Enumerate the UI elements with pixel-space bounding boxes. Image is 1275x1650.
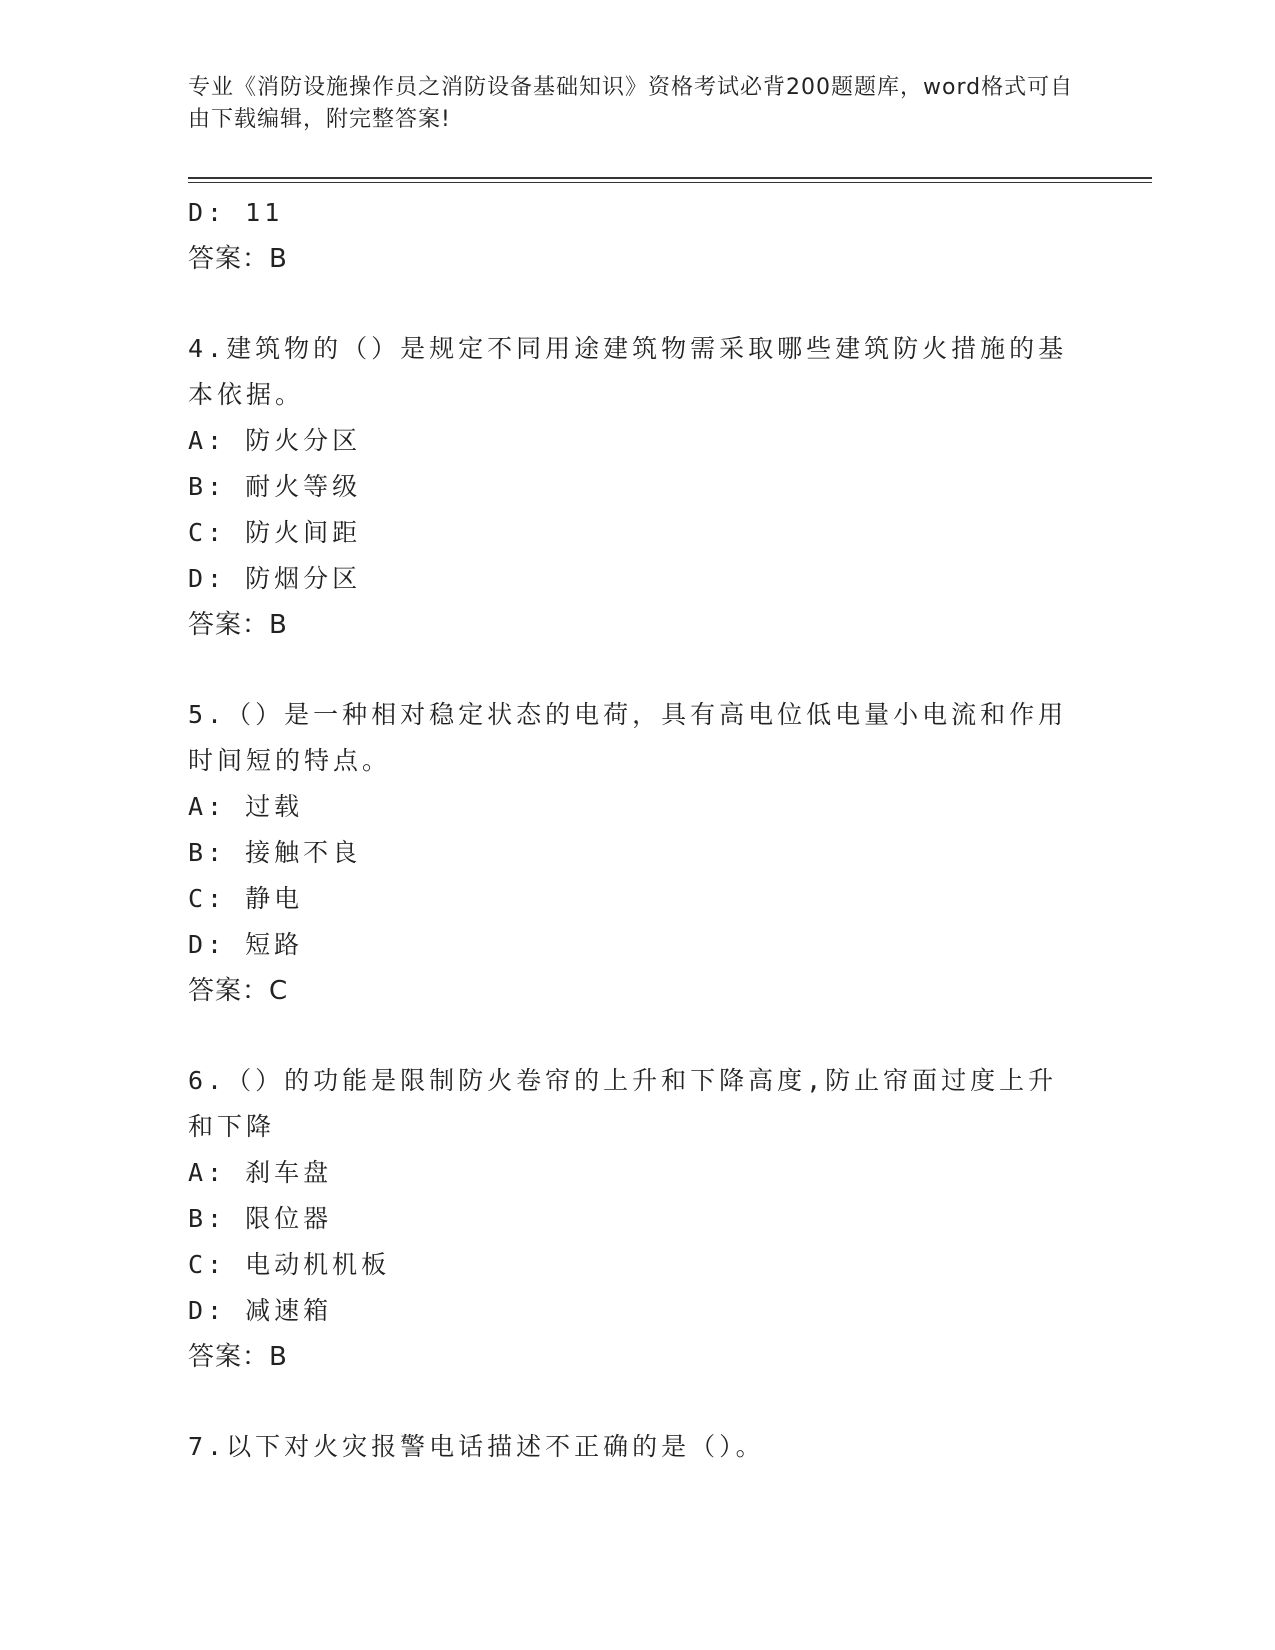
- question-5: [188, 692, 1088, 1014]
- spacer: [188, 648, 1088, 692]
- header-divider-thin: [188, 182, 1152, 183]
- option-d: D: 防烟分区: [188, 564, 362, 593]
- question-stem: 4.建筑物的（）是规定不同用途建筑物需采取哪些建筑防火措施的基本依据。: [188, 334, 1068, 409]
- header-divider-thick: [188, 177, 1152, 179]
- spacer: [188, 1014, 1088, 1058]
- option-c: C: 静电: [188, 884, 304, 913]
- option-a: A: 刹车盘: [188, 1158, 333, 1187]
- question-stem: 7.以下对火灾报警电话描述不正确的是（）。: [188, 1432, 765, 1461]
- spacer: [188, 282, 1088, 326]
- prev-answer: 答案：B: [188, 244, 288, 274]
- answer: 答案：C: [188, 976, 289, 1006]
- option-b: B: 接触不良: [188, 838, 362, 867]
- question-4: [188, 326, 1088, 648]
- question-6: [188, 1058, 1088, 1380]
- question-stem: 6.（）的功能是限制防火卷帘的上升和下降高度,防止帘面过度上升和下降: [188, 1066, 1058, 1141]
- option-c: C: 防火间距: [188, 518, 362, 547]
- prev-option-d: D: 11: [188, 198, 284, 227]
- option-b: B: 耐火等级: [188, 472, 362, 501]
- document-header: 专业《消防设施操作员之消防设备基础知识》资格考试必背200题题库，word格式可自由下载编辑，附完整答案!: [188, 75, 1074, 132]
- spacer: [188, 1380, 1088, 1424]
- option-a: A: 过载: [188, 792, 304, 821]
- option-b: B: 限位器: [188, 1204, 333, 1233]
- option-d: D: 减速箱: [188, 1296, 333, 1325]
- option-a: A: 防火分区: [188, 426, 362, 455]
- question-stem: 5.（）是一种相对稳定状态的电荷，具有高电位低电量小电流和作用时间短的特点。: [188, 700, 1068, 775]
- option-c: C: 电动机机板: [188, 1250, 391, 1279]
- answer: 答案：B: [188, 610, 288, 640]
- option-d: D: 短路: [188, 930, 304, 959]
- question-content: [188, 190, 1088, 1470]
- question-7: [188, 1424, 1088, 1470]
- answer: 答案：B: [188, 1342, 288, 1372]
